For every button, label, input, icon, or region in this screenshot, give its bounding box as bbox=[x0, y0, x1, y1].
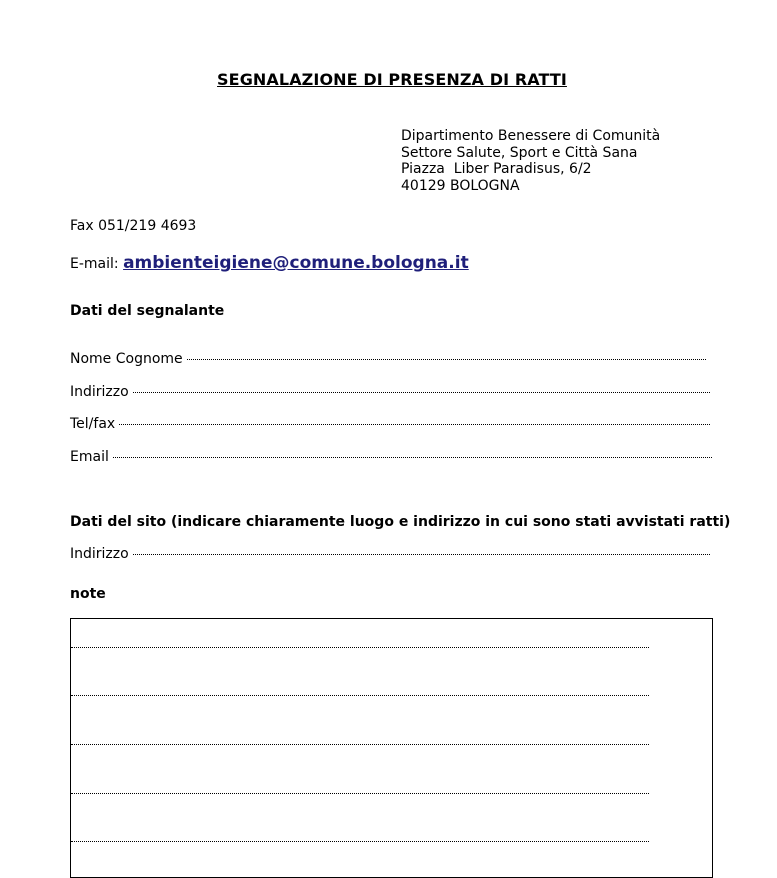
email-field-label: Email bbox=[70, 449, 109, 465]
notes-line[interactable] bbox=[71, 647, 649, 648]
site-address-dotted-line[interactable] bbox=[133, 553, 710, 555]
email-link[interactable]: ambienteigiene@comune.bologna.it bbox=[123, 253, 469, 273]
email-contact bbox=[70, 253, 469, 273]
name-field[interactable] bbox=[70, 351, 706, 367]
email-label: E-mail: bbox=[70, 256, 124, 272]
page-title: SEGNALAZIONE DI PRESENZA DI RATTI bbox=[217, 70, 567, 89]
address-line-street: Piazza Liber Paradisus, 6/2 bbox=[401, 161, 592, 177]
reporter-address-field[interactable] bbox=[70, 384, 710, 400]
notes-line[interactable] bbox=[71, 793, 649, 794]
reporter-section-heading: Dati del segnalante bbox=[70, 303, 225, 319]
name-field-label: Nome Cognome bbox=[70, 351, 183, 367]
name-field-dotted-line[interactable] bbox=[187, 358, 706, 360]
email-field-dotted-line[interactable] bbox=[113, 456, 712, 458]
site-address-label: Indirizzo bbox=[70, 546, 129, 562]
telfax-dotted-line[interactable] bbox=[119, 423, 710, 425]
site-address-field[interactable] bbox=[70, 546, 710, 562]
reporter-address-dotted-line[interactable] bbox=[133, 391, 710, 393]
address-line-sector: Settore Salute, Sport e Città Sana bbox=[401, 144, 638, 161]
notes-line[interactable] bbox=[71, 841, 649, 842]
telfax-field[interactable] bbox=[70, 416, 710, 432]
email-field[interactable] bbox=[70, 449, 712, 465]
notes-textarea[interactable] bbox=[70, 618, 713, 878]
recipient-address bbox=[401, 128, 660, 194]
notes-heading: note bbox=[70, 586, 106, 602]
reporter-address-label: Indirizzo bbox=[70, 384, 129, 400]
address-line-department: Dipartimento Benessere di Comunità bbox=[401, 128, 661, 144]
notes-line[interactable] bbox=[71, 695, 649, 696]
site-section-heading: Dati del sito (indicare chiaramente luogo e indirizzo in cui sono stati avvistati ratti) bbox=[70, 514, 731, 530]
notes-line[interactable] bbox=[71, 744, 649, 745]
telfax-label: Tel/fax bbox=[70, 416, 116, 432]
fax-number: Fax 051/219 4693 bbox=[70, 218, 197, 234]
address-line-city: 40129 BOLOGNA bbox=[401, 177, 520, 194]
